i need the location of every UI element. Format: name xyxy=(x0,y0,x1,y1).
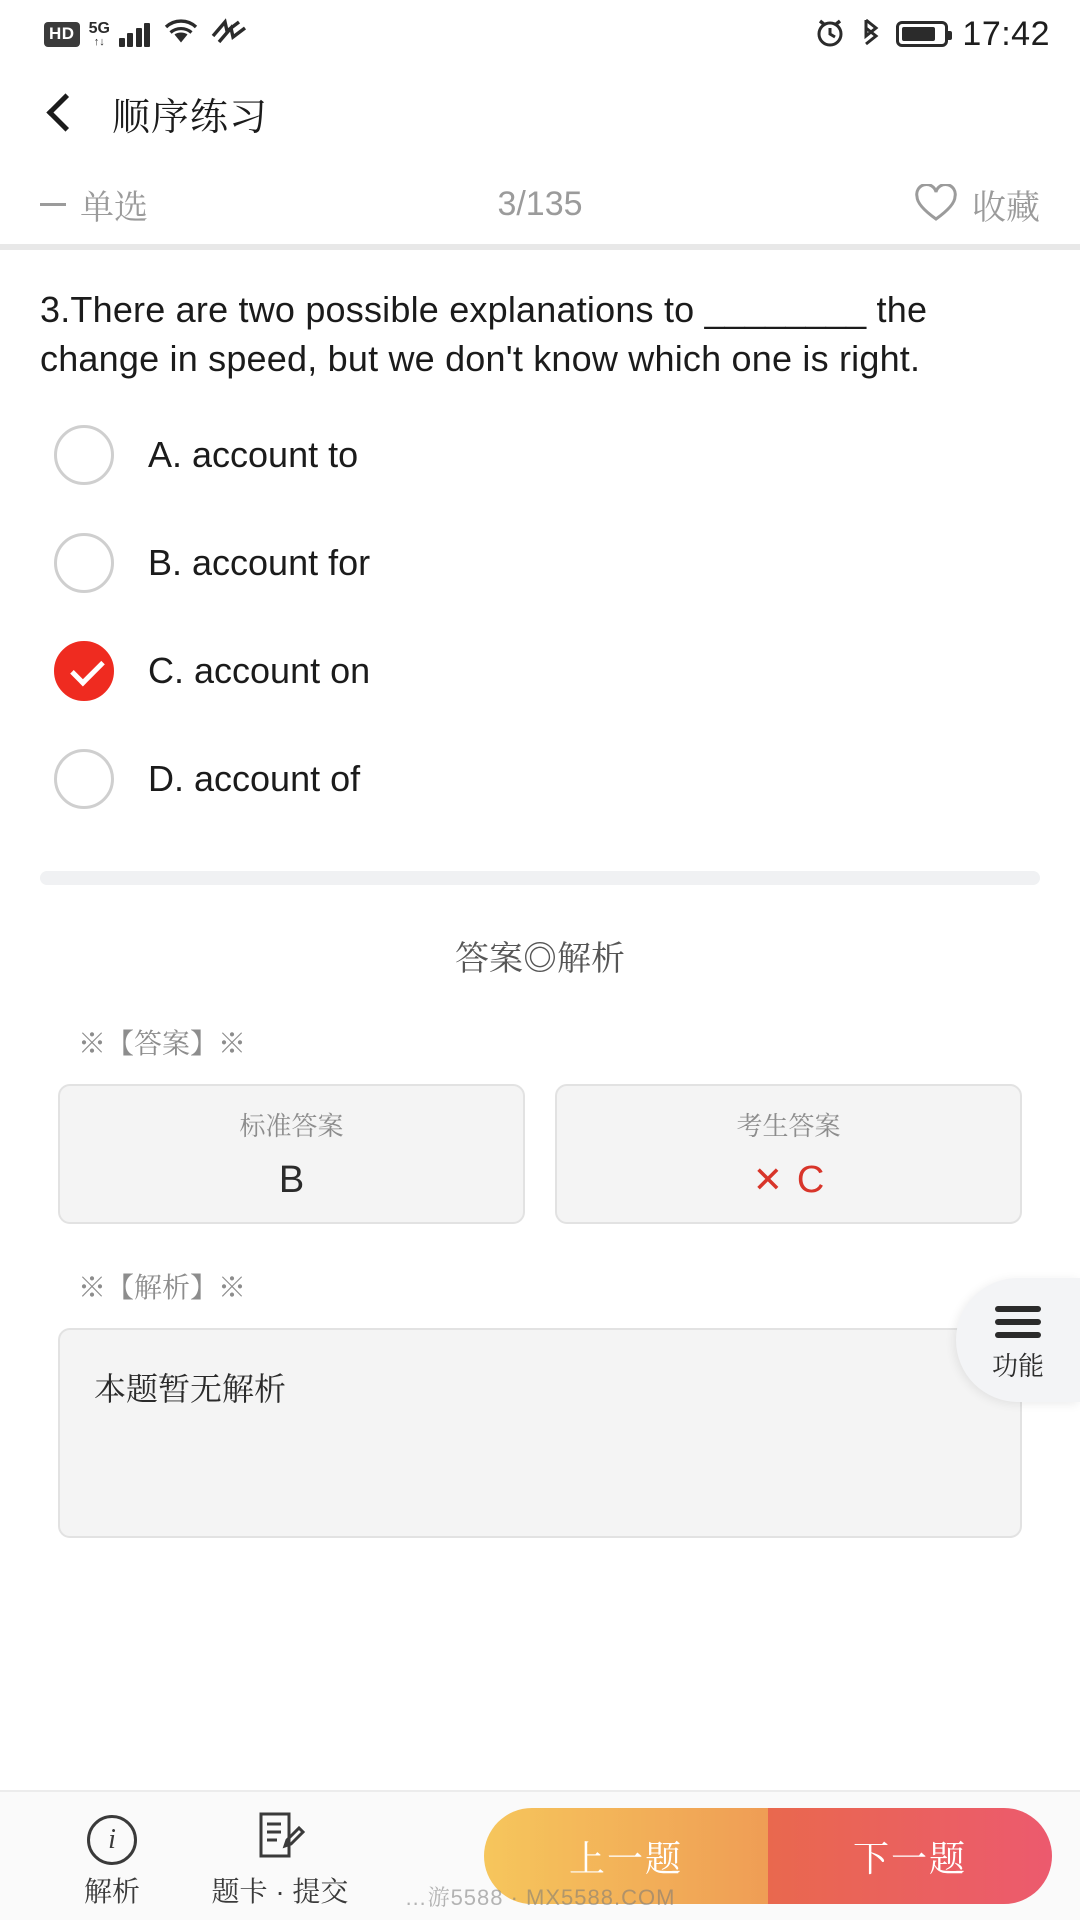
wrong-mark-icon: ✕ xyxy=(752,1159,783,1201)
standard-answer-value: B xyxy=(278,1159,305,1202)
bottom-item-analysis-label: 解析 xyxy=(83,1876,140,1907)
next-question-button[interactable]: 下一题 xyxy=(768,1808,1052,1904)
back-chevron-icon[interactable] xyxy=(40,91,84,135)
option-label-d: D. account of xyxy=(148,758,361,800)
question-type-label: 单选 xyxy=(80,188,148,227)
section-divider xyxy=(40,871,1040,885)
wifi-icon xyxy=(162,18,200,51)
option-row-d[interactable] xyxy=(40,725,1040,833)
option-radio-d[interactable] xyxy=(54,749,114,809)
option-label-c: C. account on xyxy=(148,650,371,692)
info-circle-icon: i xyxy=(87,1810,137,1862)
bluetooth-icon xyxy=(860,16,882,53)
user-answer-letter: C xyxy=(796,1159,825,1202)
battery-icon xyxy=(896,21,948,47)
answer-label: ※【答案】※ xyxy=(78,1028,247,1060)
status-bar xyxy=(0,0,1080,68)
data-transfer-icon xyxy=(209,18,249,51)
title-bar xyxy=(0,68,1080,158)
user-answer-caption: 考生答案 xyxy=(736,1111,841,1142)
watermark: …游5588 · MX5588.COM xyxy=(404,1885,676,1910)
explanation-box xyxy=(58,1328,1022,1538)
hd-badge-icon: HD xyxy=(44,22,80,47)
option-row-b[interactable] xyxy=(40,509,1040,617)
alarm-icon xyxy=(814,16,846,53)
user-answer-value xyxy=(753,1159,825,1202)
prev-question-button[interactable]: 上一题 xyxy=(484,1808,768,1904)
answer-section-title: 答案◎解析 xyxy=(455,940,625,979)
function-fab-label: 功能 xyxy=(991,1350,1044,1381)
answer-cards xyxy=(58,1084,1022,1224)
answer-card-icon xyxy=(253,1810,307,1862)
favorite-label: 收藏 xyxy=(972,188,1040,227)
option-label-b: B. account for xyxy=(148,542,371,584)
question-counter: 3/135 xyxy=(497,184,583,223)
option-radio-c[interactable] xyxy=(54,641,114,701)
question-text: 3.There are two possible explanations to ________ the change in speed, but we don't know which one is right. xyxy=(40,289,928,379)
options-list xyxy=(0,383,1080,833)
standard-answer-card xyxy=(58,1084,525,1224)
bottom-item-answer-card-label: 题卡 · 提交 xyxy=(211,1876,349,1907)
hamburger-icon xyxy=(995,1306,1041,1338)
5g-icon xyxy=(89,21,110,48)
signal-bars-icon xyxy=(119,21,153,47)
option-radio-a[interactable] xyxy=(54,425,114,485)
function-fab[interactable] xyxy=(956,1278,1080,1402)
option-row-c[interactable] xyxy=(40,617,1040,725)
page-title: 顺序练习 xyxy=(112,96,269,139)
option-radio-b[interactable] xyxy=(54,533,114,593)
question-meta-bar xyxy=(0,158,1080,250)
status-bar-clock: 17:42 xyxy=(962,14,1050,53)
explanation-text: 本题暂无解析 xyxy=(94,1371,287,1408)
option-label-a: A. account to xyxy=(148,434,359,476)
explanation-label: ※【解析】※ xyxy=(78,1272,247,1304)
data-transfer-arrows: ↑↓ xyxy=(93,35,105,48)
5g-label: 5G xyxy=(88,19,110,37)
user-answer-card xyxy=(555,1084,1022,1224)
standard-answer-caption: 标准答案 xyxy=(239,1111,344,1142)
status-bar-right xyxy=(800,15,1050,54)
option-row-a[interactable] xyxy=(40,401,1040,509)
status-bar-left xyxy=(44,18,258,51)
